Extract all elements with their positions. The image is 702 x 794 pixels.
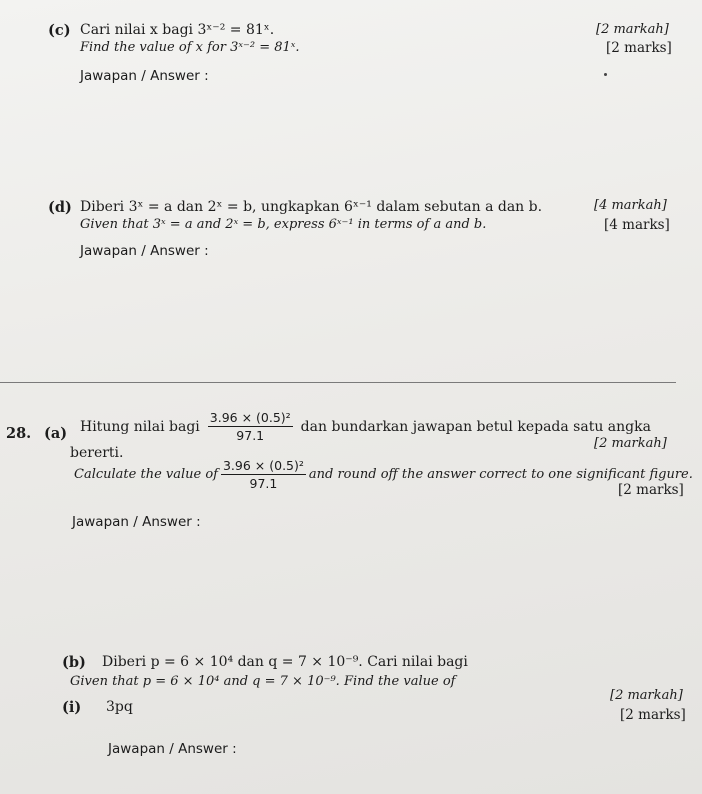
part-d-marks-en: [4 marks] (604, 217, 670, 233)
section-divider (0, 382, 676, 383)
fraction-denominator: 97.1 (236, 428, 265, 443)
part-a-question-en (74, 458, 693, 491)
part-c-question-en: Find the value of x for 3ˣ⁻² = 81ˣ. (80, 40, 300, 55)
fraction-expression (208, 410, 293, 443)
part-a-marks-ms: [2 markah] (594, 436, 667, 451)
part-b-label: (b) (62, 654, 86, 671)
part-b-question-en: Given that p = 6 × 10⁴ and q = 7 × 10⁻⁹. Find the value of (70, 674, 456, 689)
part-c-answer-label: Jawapan / Answer : (80, 68, 209, 84)
part-d-label: (d) (48, 199, 72, 216)
part-a-text-before: Hitung nilai bagi (80, 418, 200, 435)
part-d-answer-label: Jawapan / Answer : (80, 243, 209, 259)
fraction-numerator: 3.96 × (0.5)² (209, 410, 291, 425)
part-a-answer-label: Jawapan / Answer : (72, 514, 201, 530)
fraction-expression-en (221, 458, 306, 491)
ink-dot (604, 73, 607, 76)
part-b-subpart-label: (i) (62, 699, 82, 716)
part-b-marks-en: [2 marks] (620, 707, 686, 723)
fraction-denominator-en: 97.1 (249, 476, 278, 491)
part-d-marks-ms: [4 markah] (594, 198, 667, 213)
part-a-text-after: dan bundarkan jawapan betul kepada satu angka (300, 418, 651, 435)
part-a-question-ms (80, 410, 651, 443)
part-a-label: (a) (44, 425, 68, 442)
fraction-numerator-en: 3.96 × (0.5)² (222, 458, 304, 473)
part-a-en-before: Calculate the value of (74, 467, 218, 482)
part-a-question-ms-line2: bererti. (70, 445, 124, 461)
part-d-question-en: Given that 3ˣ = a and 2ˣ = b, express 6ˣ⁻¹ in terms of a and b. (80, 217, 487, 232)
part-b-subpart-expression: 3pq (106, 699, 133, 715)
part-c-marks-ms: [2 markah] (596, 22, 669, 37)
part-b-question-ms: Diberi p = 6 × 10⁴ dan q = 7 × 10⁻⁹. Cari nilai bagi (102, 654, 468, 670)
part-b-marks-ms: [2 markah] (610, 688, 683, 703)
part-a-en-after: and round off the answer correct to one significant figure. (308, 467, 693, 482)
part-c-marks-en: [2 marks] (606, 40, 672, 56)
part-a-marks-en: [2 marks] (618, 482, 684, 498)
part-c-question-ms: Cari nilai x bagi 3ˣ⁻² = 81ˣ. (80, 22, 275, 38)
part-d-question-ms: Diberi 3ˣ = a dan 2ˣ = b, ungkapkan 6ˣ⁻¹ dalam sebutan a dan b. (80, 199, 543, 215)
part-b-answer-label: Jawapan / Answer : (108, 741, 237, 757)
question-number: 28. (6, 425, 32, 442)
part-c-label: (c) (48, 22, 71, 39)
